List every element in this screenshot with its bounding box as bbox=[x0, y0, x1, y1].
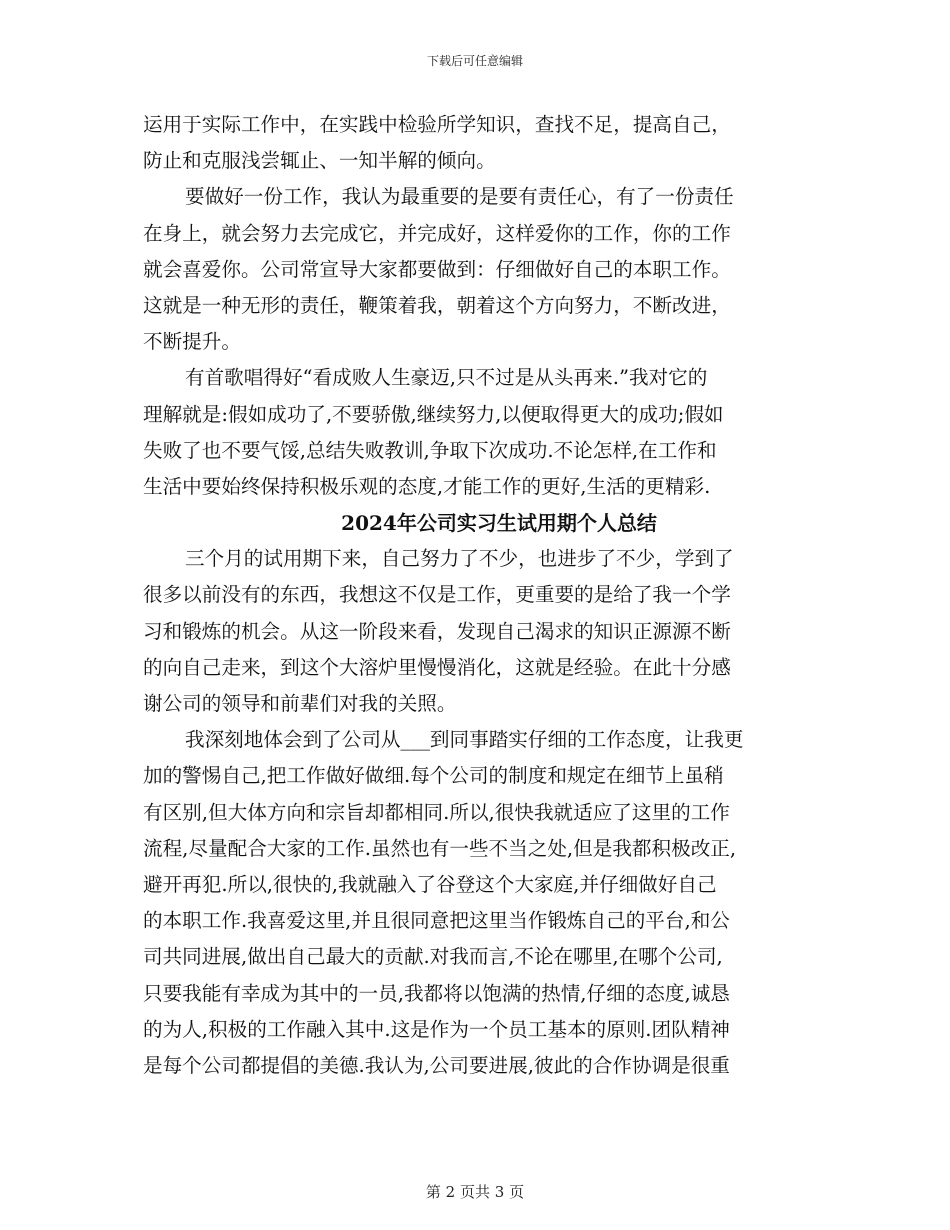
page-header: 下载后可任意编辑 bbox=[426, 54, 523, 68]
text-line: 习和锻炼的机会。从这一阶段来看，发现自己渴求的知识正源源不断 bbox=[143, 619, 731, 643]
text-line: 就会喜爱你。公司常宣导大家都要做到：仔细做好自己的本职工作。 bbox=[143, 257, 731, 281]
page-footer: 第 2 页共 3 页 bbox=[425, 1183, 525, 1201]
text-line: 这就是一种无形的责任，鞭策着我，朝着这个方向努力，不断改进， bbox=[143, 293, 731, 317]
text-line: 是每个公司都提倡的美德.我认为,公司要进展,彼此的合作协调是很重 bbox=[143, 1053, 730, 1077]
text-line: 的为人,积极的工作融入其中.这是作为一个员工基本的原则.团队精神 bbox=[143, 1017, 730, 1041]
text-line: 运用于实际工作中，在实践中检验所学知识，查找不足，提高自己， bbox=[143, 113, 731, 136]
text-line: 的向自己走来，到这个大溶炉里慢慢消化，这就是经验。在此十分感 bbox=[143, 655, 731, 679]
paragraph bbox=[143, 541, 815, 722]
text-line: 理解就是:假如成功了,不要骄傲,继续努力,以便取得更大的成功;假如 bbox=[143, 402, 724, 426]
text-line: 要做好一份工作，我认为最重要的是要有责任心，有了一份责任 bbox=[185, 185, 734, 209]
paragraph bbox=[143, 107, 815, 179]
section-title: 2024年公司实习生试用期个人总结 bbox=[341, 511, 657, 536]
text-line: 谢公司的领导和前辈们对我的关照。 bbox=[143, 692, 457, 715]
text-line: 在身上，就会努力去完成它，并完成好，这样爱你的工作，你的工作 bbox=[143, 221, 731, 245]
text-line: 三个月的试用期下来，自己努力了不少，也进步了不少，学到了 bbox=[185, 547, 734, 571]
text-line: 的本职工作.我喜爱这里,并且很同意把这里当作锻炼自己的平台,和公 bbox=[143, 909, 730, 933]
text-line: 只要我能有幸成为其中的一员,我都将以饱满的热情,仔细的态度,诚恳 bbox=[143, 981, 730, 1005]
paragraph bbox=[143, 360, 815, 505]
text-line: 很多以前没有的东西，我想这不仅是工作，更重要的是给了我一个学 bbox=[143, 583, 731, 607]
text-line: 我深刻地体会到了公司从___到同事踏实仔细的工作态度，让我更 bbox=[185, 728, 744, 752]
text-line: 不断提升。 bbox=[143, 330, 241, 354]
text-line: 司共同进展,做出自己最大的贡献.对我而言,不论在哪里,在哪个公司, bbox=[143, 945, 723, 969]
document-body bbox=[143, 107, 815, 1084]
text-line: 避开再犯.所以,很快的,我就融入了谷登这个大家庭,并仔细做好自己 bbox=[143, 872, 717, 896]
text-line: 流程,尽量配合大家的工作.虽然也有一些不当之处,但是我都积极改正, bbox=[143, 836, 737, 860]
text-line: 失败了也不要气馁,总结失败教训,争取下次成功.不论怎样,在工作和 bbox=[143, 438, 717, 462]
paragraph bbox=[143, 179, 815, 360]
text-line: 有首歌唱得好“看成败人生豪迈,只不过是从头再来.”我对它的 bbox=[185, 366, 708, 390]
text-line: 生活中要始终保持积极乐观的态度,才能工作的更好,生活的更精彩. bbox=[143, 474, 711, 498]
text-line: 有区别,但大体方向和宗旨却都相同.所以,很快我就适应了这里的工作 bbox=[143, 800, 730, 824]
paragraph bbox=[143, 722, 815, 1084]
text-line: 防止和克服浅尝辄止、一知半解的倾向。 bbox=[143, 149, 496, 173]
text-line: 加的警惕自己,把工作做好做细.每个公司的制度和规定在细节上虽稍 bbox=[143, 764, 724, 788]
